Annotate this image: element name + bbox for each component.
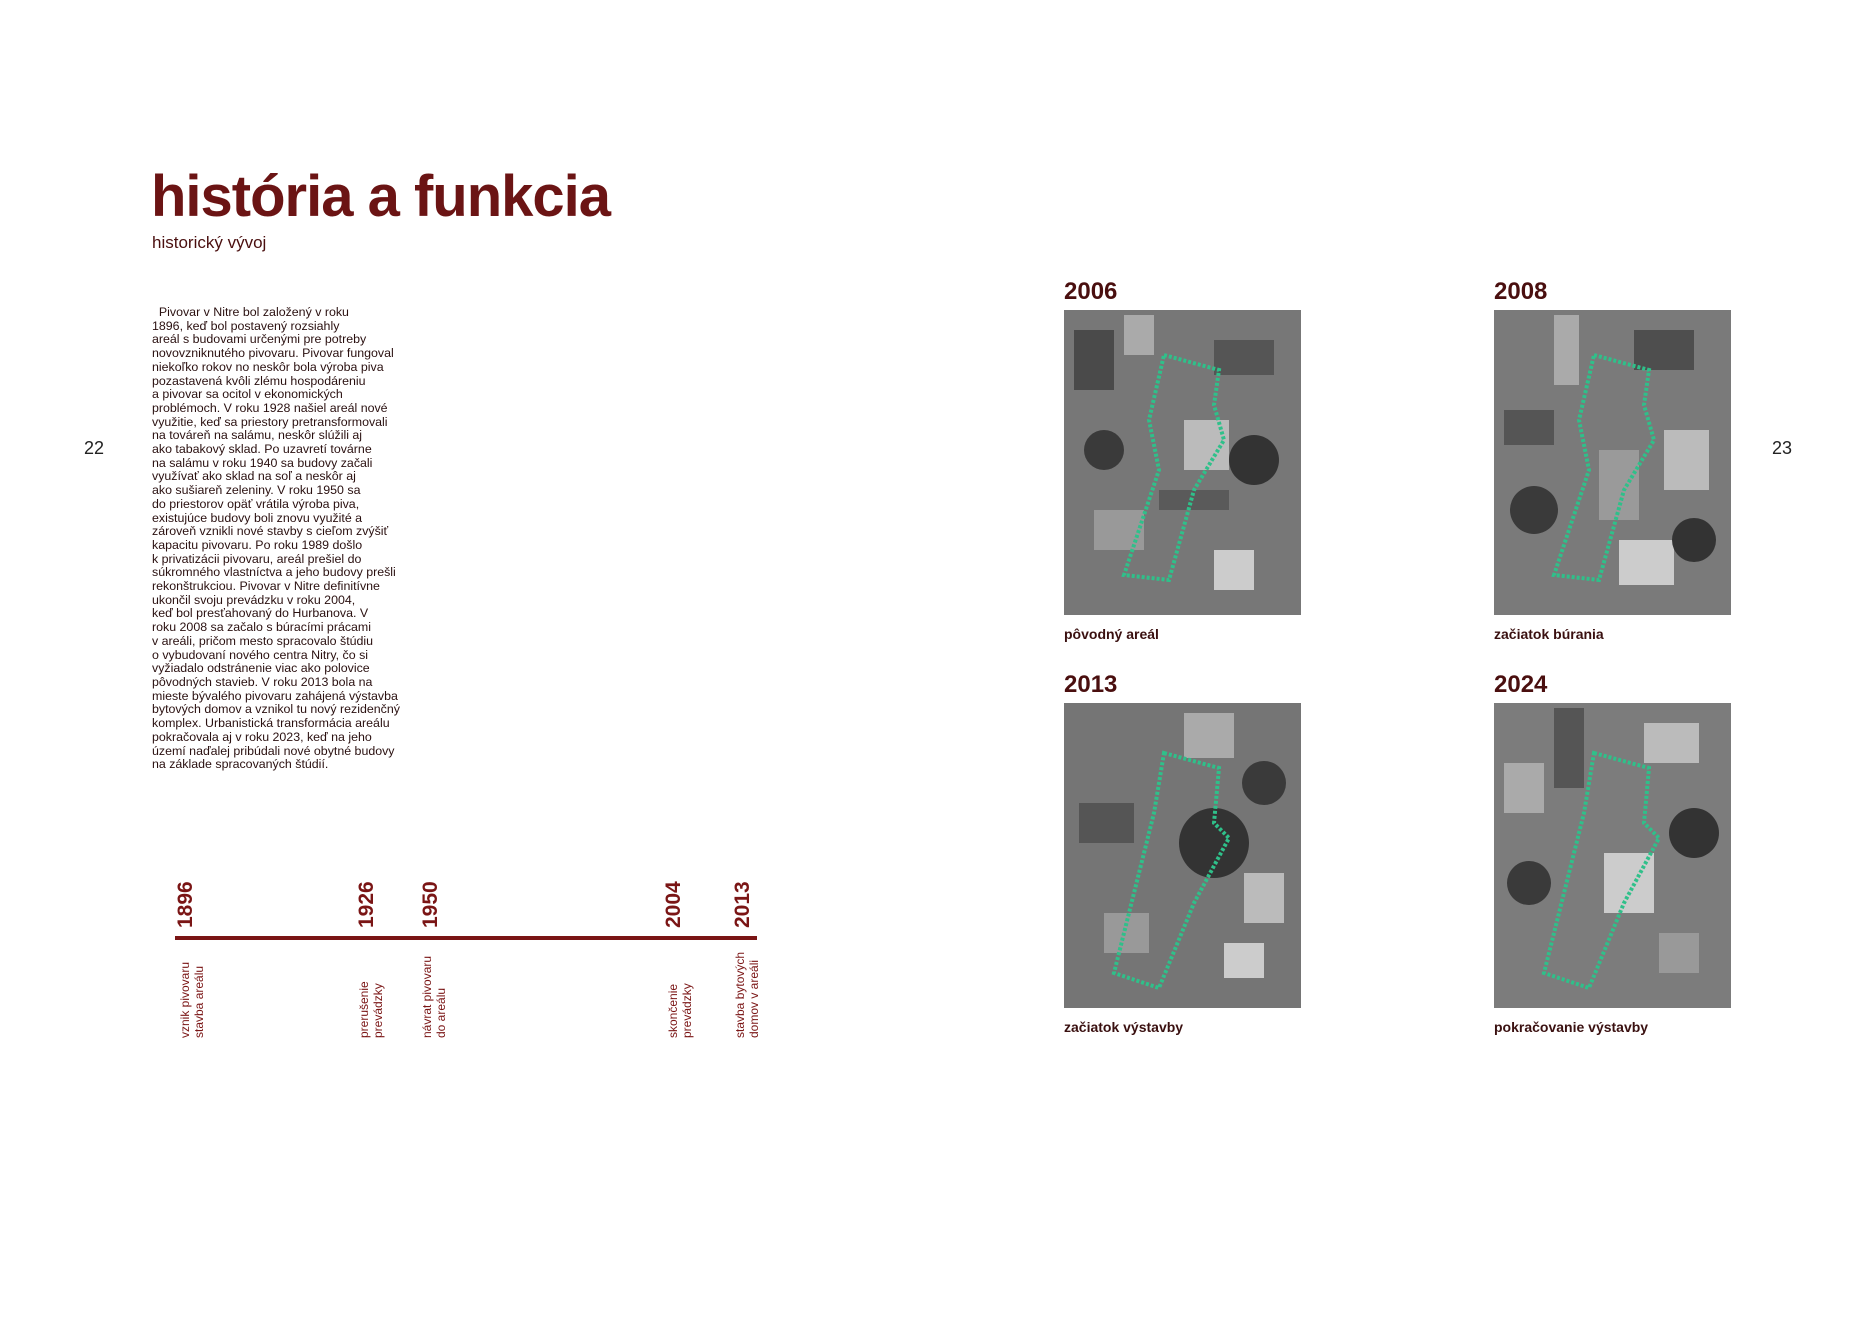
timeline-label-1926: prerušenie prevádzky	[357, 981, 385, 1038]
aerial-map-graphic	[1494, 310, 1731, 615]
timeline-year-1926: 1926	[355, 881, 378, 928]
aerial-map-graphic	[1064, 310, 1301, 615]
body-line: k privatizácii pivovaru, areál prešiel do	[152, 551, 362, 566]
aerial-photo	[1494, 703, 1731, 1008]
body-line: ako tabakový sklad. Po uzavretí továrne	[152, 442, 372, 457]
body-line: novovzniknutého pivovaru. Pivovar fungoval	[152, 346, 394, 361]
body-line: areál s budovami určenými pre potreby	[152, 332, 367, 347]
body-line: ukončil svoju prevádzku v roku 2004,	[152, 592, 356, 607]
photo-caption: pokračovanie výstavby	[1494, 1019, 1649, 1035]
aerial-photo	[1064, 703, 1301, 1008]
body-line: problémoch. V roku 1928 našiel areál nové	[152, 400, 388, 415]
body-line: niekoľko rokov no neskôr bola výroba piva	[152, 359, 384, 374]
timeline-label-2004: skončenie prevádzky	[666, 983, 694, 1038]
timeline-year-1950: 1950	[419, 881, 442, 928]
timeline-label-2013: stavba bytových domov v areáli	[733, 951, 761, 1038]
history-text	[152, 306, 422, 772]
body-line: pôvodných stavieb. V roku 2013 bola na	[152, 674, 373, 689]
page-subtitle: historický vývoj	[152, 233, 267, 252]
body-line: súkromného vlastníctva a jeho budovy prešli	[152, 565, 396, 580]
page-title: história a funkcia	[151, 164, 611, 229]
body-line: mieste bývalého pivovaru zahájená výstavba	[152, 688, 398, 703]
body-line: ako sušiareň zeleniny. V roku 1950 sa	[152, 483, 361, 498]
timeline-label-1950: návrat pivovaru do areálu	[420, 955, 448, 1038]
body-line: existujúce budovy boli znovu využité a	[152, 510, 363, 525]
timeline-year-2004: 2004	[662, 881, 685, 928]
body-line: na základe spracovaných štúdií.	[152, 757, 329, 772]
body-line: kapacitu pivovaru. Po roku 1989 došlo	[152, 537, 363, 552]
photo-year: 2006	[1064, 278, 1118, 305]
body-line: bytových domov a vznikol tu nový rezidenčný	[152, 702, 400, 717]
aerial-photo	[1064, 310, 1301, 615]
photo-caption: začiatok búrania	[1494, 626, 1604, 642]
body-line: keď bol presťahovaný do Hurbanova. V	[152, 606, 369, 621]
body-line: do priestorov opäť vrátila výroba piva,	[152, 496, 360, 511]
photo-year: 2013	[1064, 671, 1118, 698]
photo-caption: pôvodný areál	[1064, 626, 1159, 642]
body-line: na salámu v roku 1940 sa budovy začali	[152, 455, 373, 470]
body-line: Pivovar v Nitre bol založený v roku	[152, 305, 349, 319]
timeline-year-2013: 2013	[731, 881, 754, 928]
aerial-map-graphic	[1064, 703, 1301, 1008]
timeline-label-1896: vznik pivovaru stavba areálu	[178, 961, 206, 1038]
body-line: pokračovala aj v roku 2023, keď na jeho	[152, 729, 372, 744]
photo-caption: začiatok výstavby	[1064, 1019, 1184, 1035]
body-line: vyžiadalo odstránenie viac ako polovice	[152, 661, 370, 676]
body-line: 1896, keď bol postavený rozsiahly	[152, 318, 340, 333]
page-number-right: 23	[1772, 438, 1793, 458]
body-line: využívať ako sklad na soľ a neskôr aj	[152, 469, 356, 484]
aerial-photo	[1494, 310, 1731, 615]
aerial-map-graphic	[1494, 703, 1731, 1008]
body-line: využitie, keď sa priestory pretransformovali	[152, 414, 388, 429]
body-line: a pivovar sa ocitol v ekonomických	[152, 387, 343, 402]
body-line: pozastavená kvôli zlému hospodáreniu	[152, 373, 366, 388]
photo-year: 2024	[1494, 671, 1548, 698]
body-line: území naďalej pribúdali nové obytné budovy	[152, 743, 395, 758]
page-number-left: 22	[84, 438, 105, 458]
body-line: na továreň na salámu, neskôr slúžili aj	[152, 428, 363, 443]
photo-year: 2008	[1494, 278, 1548, 305]
body-line: roku 2008 sa začalo s búracími prácami	[152, 620, 372, 635]
body-line: rekonštrukciou. Pivovar v Nitre definitívne	[152, 579, 380, 594]
timeline-axis	[175, 936, 757, 940]
body-line: zároveň vznikli nové stavby s cieľom zvýšiť	[152, 524, 389, 539]
body-line: o vybudovaní nového centra Nitry, čo si	[152, 647, 369, 662]
timeline-year-1896: 1896	[174, 881, 197, 928]
body-line: v areáli, pričom mesto spracovalo štúdiu	[152, 633, 374, 648]
body-line: komplex. Urbanistická transformácia areálu	[152, 716, 390, 731]
